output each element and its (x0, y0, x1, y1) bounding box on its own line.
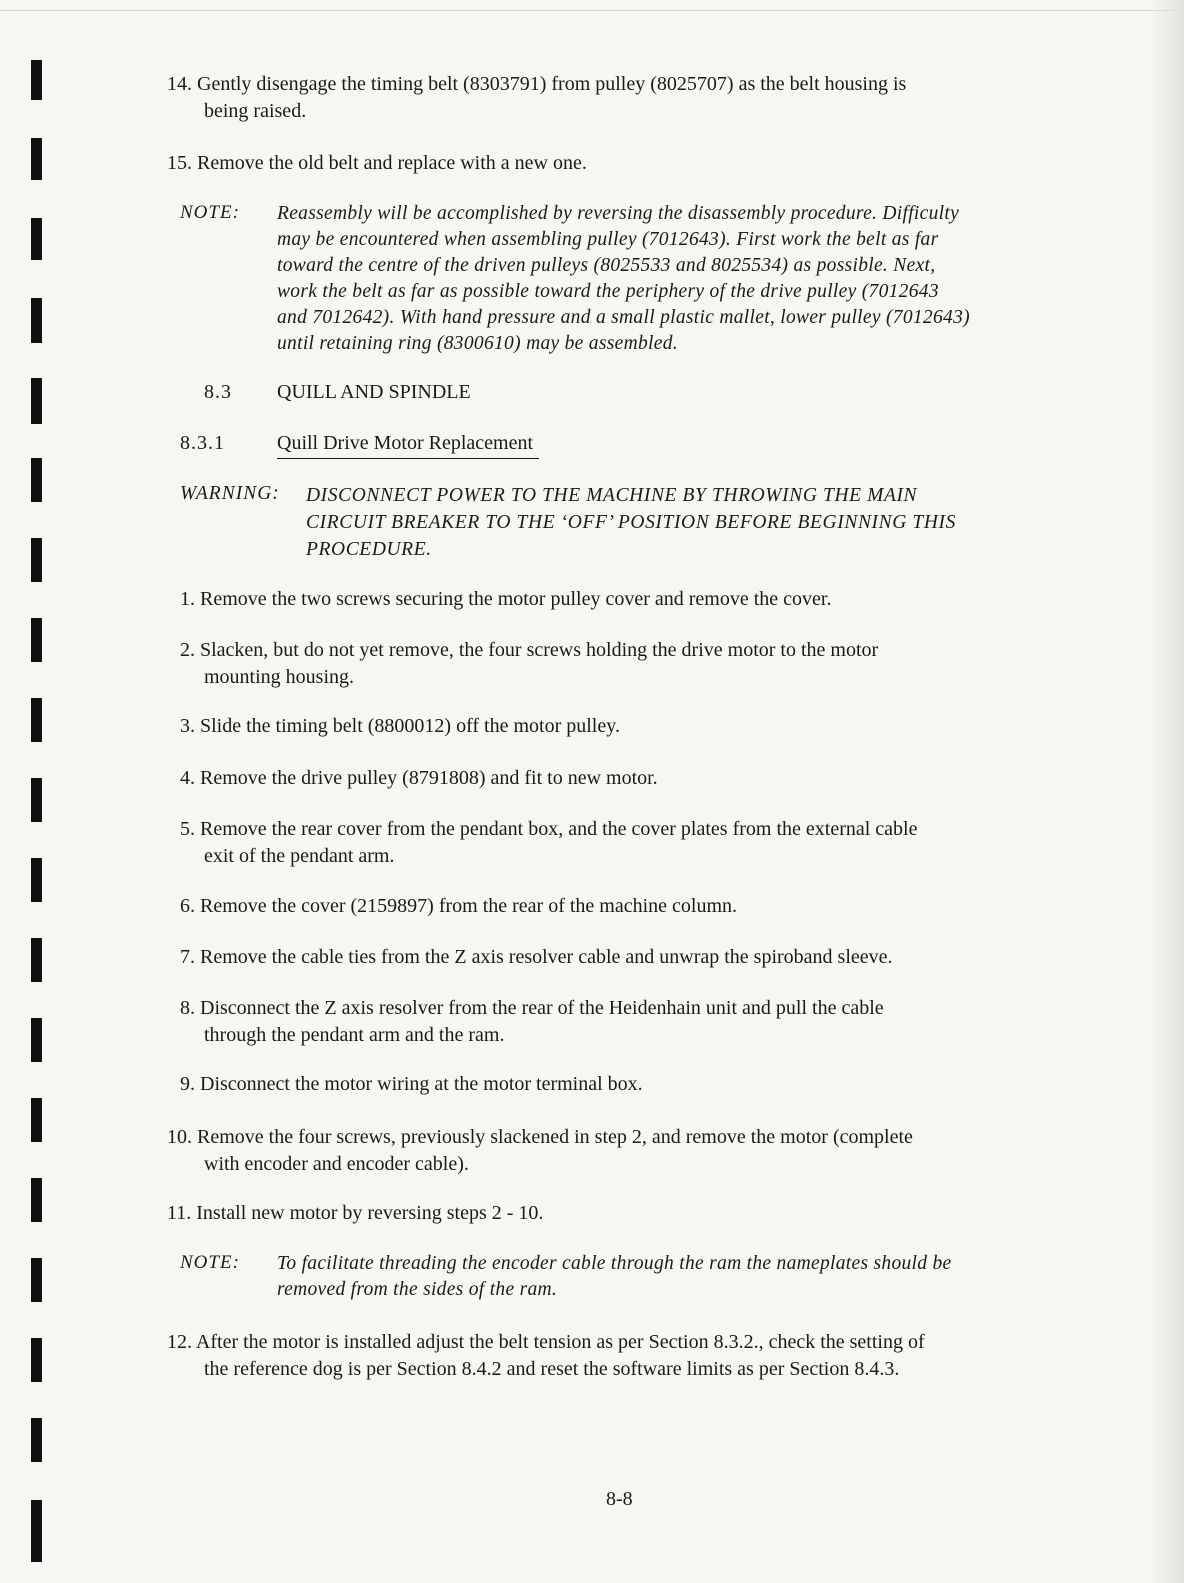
section-number: 8.3 (204, 381, 232, 403)
note-line: until retaining ring (8300610) may be assembled. (277, 333, 678, 354)
step-number: 7. (180, 946, 195, 968)
margin-bar (31, 60, 42, 100)
note-line: toward the centre of the driven pulleys (8025533 and 8025534) as possible. Next, (277, 255, 936, 276)
note-body (277, 201, 1077, 357)
margin-bar (31, 698, 42, 742)
step-text: After the motor is installed adjust the belt tension as per Section 8.3.2., check the setting of (195, 1331, 925, 1353)
step-1 (180, 586, 1070, 613)
step-8 (180, 995, 1070, 1049)
step-text: Remove the old belt and replace with a new one. (197, 152, 587, 174)
step-5 (180, 816, 1070, 870)
step-text: Disconnect the motor wiring at the motor terminal box. (200, 1073, 643, 1095)
warning-body (306, 482, 1066, 563)
margin-bar (31, 218, 42, 260)
step-number: 15. (167, 152, 192, 174)
step-15 (167, 150, 1072, 177)
step-text-continued: the reference dog is per Section 8.4.2 and reset the software limits as per Section 8.4.3. (204, 1358, 900, 1380)
step-number: 8. (180, 997, 195, 1019)
page-top-edge (0, 10, 1184, 11)
step-text-continued: through the pendant arm and the ram. (204, 1024, 505, 1046)
step-4 (180, 765, 1070, 792)
margin-bar (31, 138, 42, 180)
note-line: To facilitate threading the encoder cable through the ram the nameplates should be (277, 1253, 952, 1274)
step-number: 11. (167, 1202, 192, 1224)
step-number: 12. (167, 1331, 192, 1353)
note-label: NOTE: (180, 202, 240, 223)
warning-line: CIRCUIT BREAKER TO THE ‘OFF’ POSITION BEFORE BEGINNING THIS (306, 512, 956, 533)
step-text-continued: with encoder and encoder cable). (204, 1153, 469, 1175)
margin-bar (31, 378, 42, 424)
step-text: Slide the timing belt (8800012) off the motor pulley. (200, 715, 620, 737)
warning-label: WARNING: (180, 483, 280, 504)
margin-bar (31, 458, 42, 502)
note-body (277, 1251, 1077, 1303)
step-11 (167, 1200, 1072, 1227)
step-10 (167, 1124, 1072, 1178)
margin-bar (31, 1178, 42, 1222)
step-number: 4. (180, 767, 195, 789)
margin-bar (31, 938, 42, 982)
subsection-title (277, 432, 539, 459)
note-line: Reassembly will be accomplished by reversing the disassembly procedure. Difficulty (277, 203, 960, 224)
margin-bar (31, 1500, 42, 1562)
margin-bar (31, 1098, 42, 1142)
margin-bar (31, 298, 42, 343)
step-text: Remove the rear cover from the pendant box, and the cover plates from the external cable (200, 818, 918, 840)
step-number: 14. (167, 73, 192, 95)
step-9 (180, 1071, 1070, 1098)
step-2 (180, 637, 1070, 691)
step-number: 5. (180, 818, 195, 840)
step-text: Remove the cable ties from the Z axis resolver cable and unwrap the spiroband sleeve. (200, 946, 893, 968)
step-number: 10. (167, 1126, 192, 1148)
note-label: NOTE: (180, 1252, 240, 1273)
margin-bar (31, 618, 42, 662)
step-number: 2. (180, 639, 195, 661)
step-text: Slacken, but do not yet remove, the four screws holding the drive motor to the motor (200, 639, 879, 661)
step-6 (180, 893, 1070, 920)
margin-bar (31, 1258, 42, 1302)
step-text: Remove the two screws securing the motor pulley cover and remove the cover. (200, 588, 832, 610)
margin-bar (31, 1338, 42, 1382)
note-line: and 7012642). With hand pressure and a small plastic mallet, lower pulley (7012643) (277, 307, 970, 328)
step-text: Install new motor by reversing steps 2 - 10. (196, 1202, 544, 1224)
step-3 (180, 713, 1070, 740)
step-text: Disconnect the Z axis resolver from the rear of the Heidenhain unit and pull the cable (200, 997, 884, 1019)
section-title: QUILL AND SPINDLE (277, 381, 471, 403)
step-number: 3. (180, 715, 195, 737)
warning-line: PROCEDURE. (306, 539, 432, 560)
step-7 (180, 944, 1070, 971)
subsection-title-text: Quill Drive Motor Replacement (277, 432, 539, 459)
margin-bar (31, 1018, 42, 1062)
subsection-number: 8.3.1 (180, 432, 225, 454)
step-text: Remove the cover (2159897) from the rear of the machine column. (200, 895, 738, 917)
warning-line: DISCONNECT POWER TO THE MACHINE BY THROWING THE MAIN (306, 485, 918, 506)
step-14 (167, 71, 1072, 125)
step-text-continued: exit of the pendant arm. (204, 845, 395, 867)
note-line: removed from the sides of the ram. (277, 1279, 558, 1300)
step-number: 6. (180, 895, 195, 917)
page-number: 8-8 (606, 1488, 633, 1510)
margin-bar (31, 778, 42, 822)
step-text-continued: mounting housing. (204, 666, 355, 688)
step-text-continued: being raised. (204, 100, 307, 122)
step-number: 9. (180, 1073, 195, 1095)
page-edge-shadow (1150, 0, 1184, 1583)
step-text: Gently disengage the timing belt (8303791) from pulley (8025707) as the belt housing is (197, 73, 907, 95)
note-line: may be encountered when assembling pulley (7012643). First work the belt as far (277, 229, 939, 250)
margin-bar (31, 538, 42, 582)
step-text: Remove the drive pulley (8791808) and fit to new motor. (200, 767, 658, 789)
note-line: work the belt as far as possible toward the periphery of the drive pulley (7012643 (277, 281, 939, 302)
step-number: 1. (180, 588, 195, 610)
step-12 (167, 1329, 1077, 1383)
margin-bar (31, 858, 42, 902)
margin-bar (31, 1418, 42, 1462)
step-text: Remove the four screws, previously slackened in step 2, and remove the motor (complete (197, 1126, 913, 1148)
